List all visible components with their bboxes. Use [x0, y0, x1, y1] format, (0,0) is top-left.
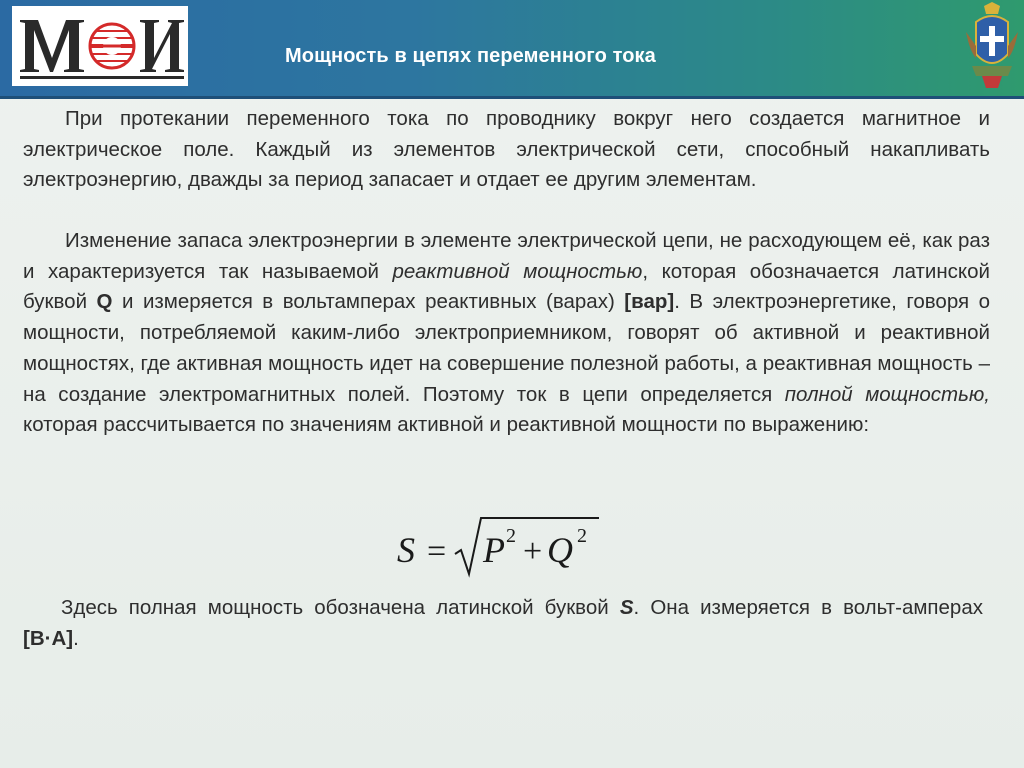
formula-equals: =	[427, 533, 447, 570]
p3-text-1: Здесь полная мощность обозначена латинской буквой	[61, 596, 620, 619]
formula-q: Q	[547, 530, 573, 570]
p3-unit-va: [В·А]	[23, 626, 74, 650]
header-divider	[0, 96, 1024, 99]
paragraph-3	[23, 593, 983, 654]
p2-text-1: Изменение запаса электроэнергии в элементе электрической цепи, не расходующем её, как раз и характеризуется так называемой	[23, 229, 990, 283]
p3-symbol-s: S	[619, 596, 634, 619]
p2-text-5: которая рассчитывается по значениям активной и реактивной мощности по выражению:	[23, 413, 870, 437]
apparent-power-formula	[395, 512, 615, 584]
paragraph-2	[23, 226, 990, 441]
mei-logo	[12, 6, 188, 86]
p2-term-reactive-power: реактивной мощностью	[392, 259, 643, 283]
coat-of-arms-icon	[962, 2, 1022, 90]
mei-logo-graphic	[12, 6, 188, 86]
p2-symbol-q: Q	[96, 290, 113, 314]
formula-p-exponent: 2	[506, 525, 516, 547]
p2-term-apparent-power: полной мощностью,	[784, 382, 990, 406]
p2-text-2: , которая обозначается латинской буквой	[23, 259, 990, 314]
p2-text-4: . В электроэнергетике, говоря о мощности, потребляемой каким-либо электроприемником, говорят об активной и реактивной мощностях, где активная мощность идет на совершение полезной работы, а реактивная мощность – на создание электромагнитных полей. Поэтому ток в цепи определяется	[23, 290, 991, 406]
p2-unit-var: [вар]	[624, 290, 675, 314]
formula-plus: +	[523, 533, 543, 570]
p3-text-2: . Она измеряется в вольт-амперах	[633, 596, 983, 619]
p3-text-3: .	[73, 626, 79, 650]
slide-title: Мощность в цепях переменного тока	[285, 45, 656, 67]
formula-p: P	[483, 530, 505, 570]
paragraph-1: При протекании переменного тока по проводнику вокруг него создается магнитное и электрическое поле. Каждый из элементов электрической сети, способный накапливать электроэнергию, дважды за период запасает и отдает ее другим элементам.	[23, 107, 990, 192]
p2-text-3: и измеряется в вольтамперах реактивных (варах)	[112, 290, 625, 314]
formula-s: S	[397, 530, 415, 570]
formula-q-exponent: 2	[577, 525, 587, 547]
